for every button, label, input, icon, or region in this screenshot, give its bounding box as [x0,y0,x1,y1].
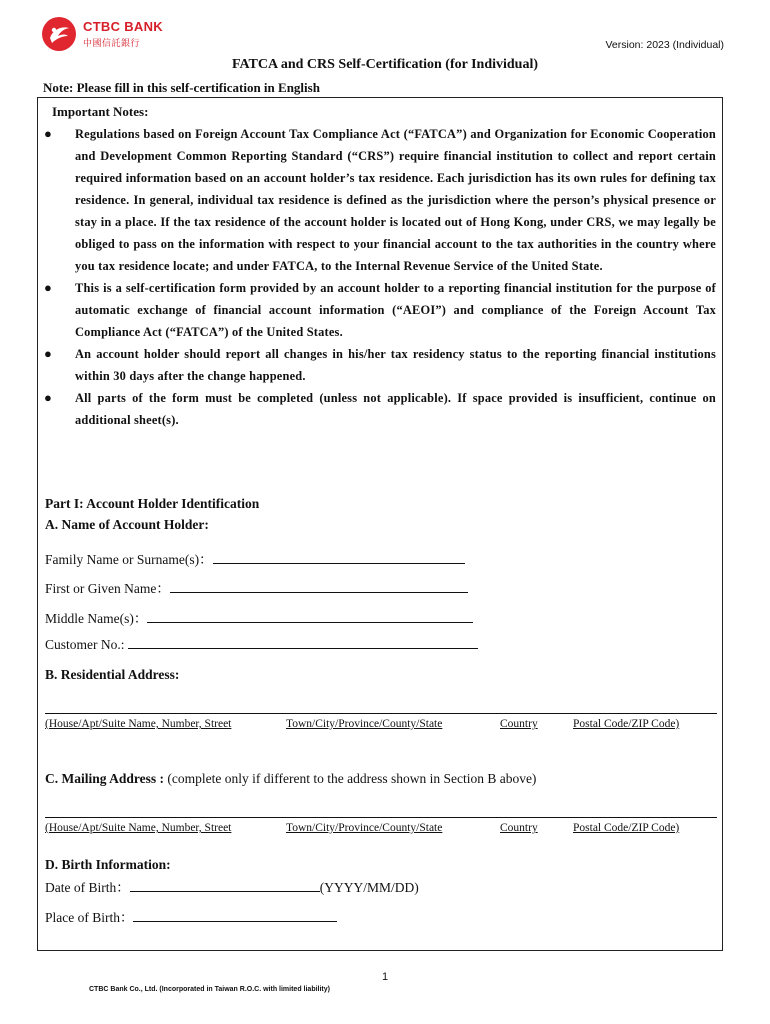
footer-company: CTBC Bank Co., Ltd. (Incorporated in Taiwan R.O.C. with limited liability) [89,986,330,993]
note-item [38,343,722,387]
bullet-icon: ● [44,346,53,361]
street-column-label: (House/Apt/Suite Name, Number, Street [45,718,232,730]
family-name-label: Family Name or Surname(s)： [45,552,213,567]
bank-name-chinese: 中國信託銀行 [83,38,141,48]
note-item [38,277,722,343]
section-d-heading: D. Birth Information: [45,857,171,872]
place-of-birth-label: Place of Birth： [45,910,134,925]
place-of-birth-input[interactable] [133,909,337,922]
place-of-birth-row [45,906,337,926]
country-column-label: Country [500,822,538,834]
important-notes-list [38,123,722,431]
section-b-heading: B. Residential Address: [45,667,180,682]
page-number: 1 [381,971,389,983]
bank-name: CTBC BANK [83,19,163,34]
country-column-label: Country [500,718,538,730]
bullet-icon: ● [44,126,53,141]
date-format-hint: (YYYY/MM/DD) [319,880,419,895]
bullet-icon: ● [44,280,53,295]
note-item [38,387,722,431]
town-column-label: Town/City/Province/County/State [286,718,443,730]
note-text: An account holder should report all changes in his/her tax residency status to the reporting financial institutions within 30 days after the change happened. [75,347,716,383]
customer-no-label: Customer No.: [45,637,125,652]
mailing-address-columns [45,822,717,838]
section-c-subtext: (complete only if different to the address shown in Section B above) [167,771,537,786]
important-notes-heading: Important Notes: [52,104,149,119]
first-name-label: First or Given Name： [45,581,170,596]
town-column-label: Town/City/Province/County/State [286,822,443,834]
mailing-address-input[interactable] [45,817,717,818]
document-note: Note: Please fill in this self-certification in English [43,80,320,95]
ctbc-logo-icon [42,17,76,51]
residential-address-input[interactable] [45,713,717,714]
middle-name-input[interactable] [147,610,473,623]
middle-name-row [45,607,473,627]
date-of-birth-input[interactable] [130,879,320,892]
first-name-input[interactable] [170,580,468,593]
middle-name-label: Middle Name(s)： [45,611,148,626]
family-name-row [45,548,465,568]
family-name-input[interactable] [213,551,465,564]
version-label: Version: 2023 (Individual) [605,39,724,51]
document-title: FATCA and CRS Self-Certification (for Individual) [231,57,539,72]
note-text: All parts of the form must be completed (unless not applicable). If space provided is insufficient, continue on additional sheet(s). [75,391,716,427]
postal-column-label: Postal Code/ZIP Code) [573,822,680,834]
section-a-heading: A. Name of Account Holder: [45,517,209,532]
note-item [38,123,722,277]
ctbc-logo [42,15,172,51]
date-of-birth-row [45,876,419,896]
residential-address-columns [45,718,717,734]
street-column-label: (House/Apt/Suite Name, Number, Street [45,822,232,834]
form-frame [37,97,723,951]
section-c-heading: C. Mailing Address : [45,771,165,786]
customer-no-input[interactable] [128,636,478,649]
bullet-icon: ● [44,390,53,405]
section-c-heading-row [45,771,536,787]
date-of-birth-label: Date of Birth： [45,880,130,895]
part1-heading: Part I: Account Holder Identification [45,496,260,511]
postal-column-label: Postal Code/ZIP Code) [573,718,680,730]
first-name-row [45,577,468,597]
note-text: This is a self-certification form provided by an account holder to a reporting financial institution for the purpose of automatic exchange of financial account information (“AEOI”) and compliance of the Foreign Account Tax Compliance Act (“FATCA”) of the United States. [75,281,716,339]
note-text: Regulations based on Foreign Account Tax Compliance Act (“FATCA”) and Organization for Economic Cooperation and Development Common Reporting Standard (“CRS”) require financial institution to collect and report certain required information based on an account holder’s tax residence. Each jurisdiction has its own rules for defining tax residence. In general, individual tax residence is defined as the jurisdiction where the person’s physical presence or stay in a place. If the tax residence of the account holder is located out of Hong Kong, under CRS, we may legally be obliged to pass on the information with respect to your financial account to the tax authorities in the country where you tax residence locate; and under FATCA, to the Internal Revenue Service of the United State. [75,127,716,273]
customer-no-row [45,636,478,653]
